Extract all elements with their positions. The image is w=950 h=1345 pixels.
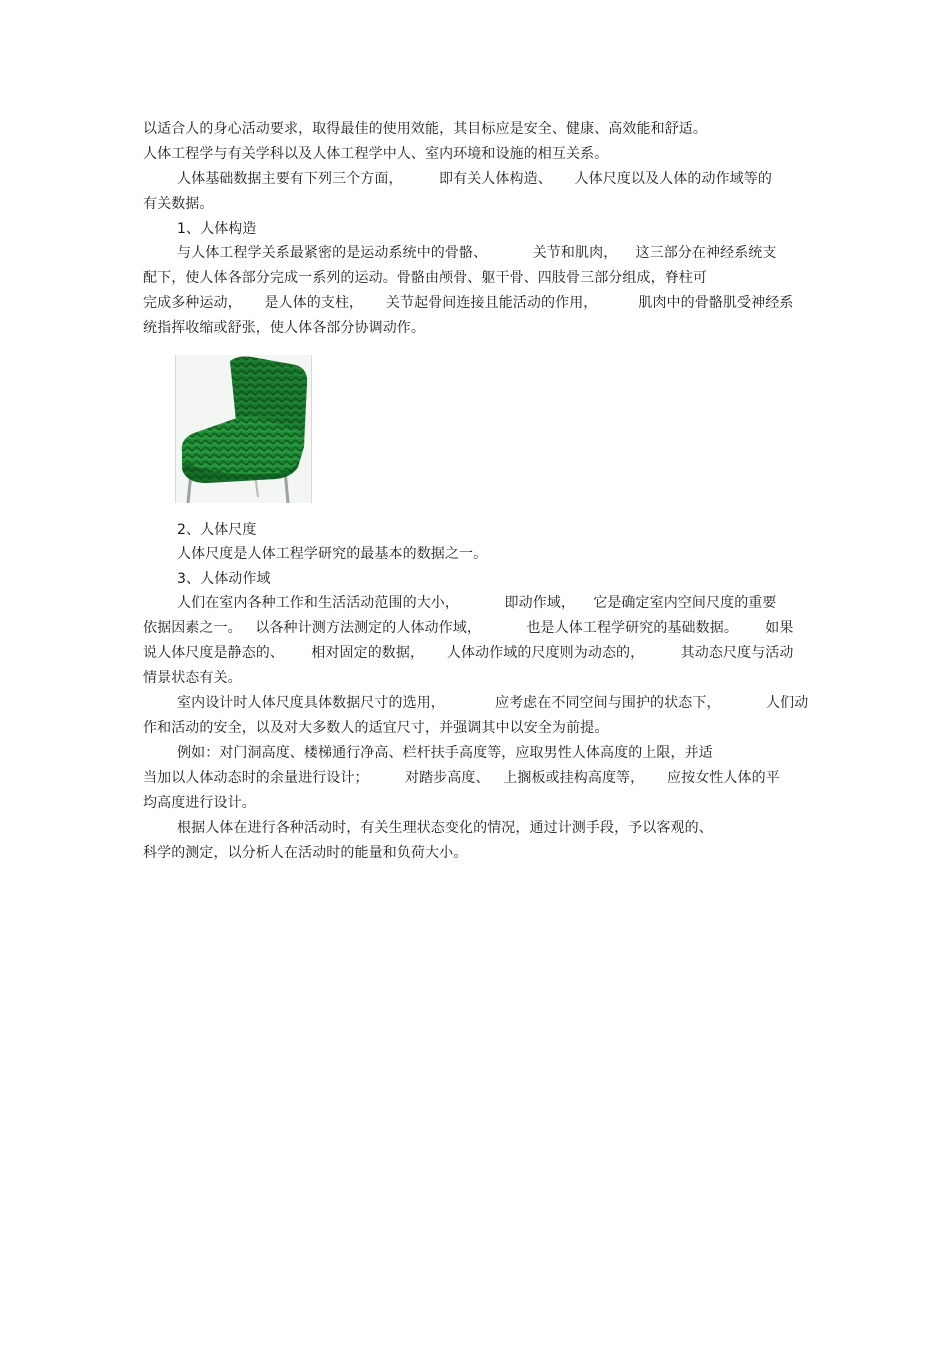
text-line-18: 作和活动的安全，以及对大多数人的适宜尺寸，并强调其中以安全为前提。 [143, 720, 609, 736]
text-line-17: 室内设计时人体尺度具体数据尺寸的选用， 应考虑在不同空间与围护的状态下， 人们动 [177, 695, 809, 711]
text-line-13: 人们在室内各种工作和生活活动范围的大小， 即动作域， 它是确定室内空间尺度的重要 [177, 595, 777, 611]
green-chair-image [175, 355, 312, 503]
text-line-2: 人体工程学与有关学科以及人体工程学中人、室内环境和设施的相互关系。 [143, 146, 609, 162]
section-heading-1: 1、人体构造 [177, 221, 257, 237]
text-line-15: 说人体尺度是静态的、 相对固定的数据， 人体动作域的尺度则为动态的， 其动态尺度与活动 [143, 645, 794, 661]
text-line-14: 依据因素之一。 以各种计测方法测定的人体动作域， 也是人体工程学研究的基础数据。 如果 [143, 620, 794, 636]
text-line-20: 当加以人体动态时的余量进行设计； 对踏步高度、 上搁板或挂构高度等， 应按女性人体的平 [143, 770, 780, 786]
text-line-1: 以适合人的身心活动要求，取得最佳的使用效能，其目标应是安全、健康、高效能和舒适。 [143, 121, 707, 137]
section-heading-2: 2、人体尺度 [177, 522, 257, 538]
text-line-4: 有关数据。 [143, 196, 214, 212]
section-heading-3: 3、人体动作域 [177, 571, 271, 587]
text-line-21: 均高度进行设计。 [143, 795, 256, 811]
text-line-7: 配下，使人体各部分完成一系列的运动。骨骼由颅骨、躯干骨、四肢骨三部分组成，脊柱可 [143, 270, 707, 286]
text-line-11: 人体尺度是人体工程学研究的最基本的数据之一。 [177, 546, 488, 562]
text-line-6: 与人体工程学关系最紧密的是运动系统中的骨骼、 关节和肌肉， 这三部分在神经系统支 [177, 245, 777, 261]
text-line-23: 科学的测定，以分析人在活动时的能量和负荷大小。 [143, 845, 468, 861]
text-line-9: 统指挥收缩或舒张，使人体各部分协调动作。 [143, 320, 425, 336]
text-line-22: 根据人体在进行各种活动时，有关生理状态变化的情况，通过计测手段，予以客观的、 [177, 820, 713, 836]
text-line-16: 情景状态有关。 [143, 670, 242, 686]
text-line-8: 完成多种运动， 是人体的支柱， 关节起骨间连接且能活动的作用， 肌肉中的骨骼肌受神经系 [143, 295, 794, 311]
text-line-3: 人体基础数据主要有下列三个方面， 即有关人体构造、 人体尺度以及人体的动作域等的 [177, 171, 772, 187]
text-line-19: 例如：对门洞高度、楼梯通行净高、栏杆扶手高度等，应取男性人体高度的上限，并适 [177, 745, 713, 761]
